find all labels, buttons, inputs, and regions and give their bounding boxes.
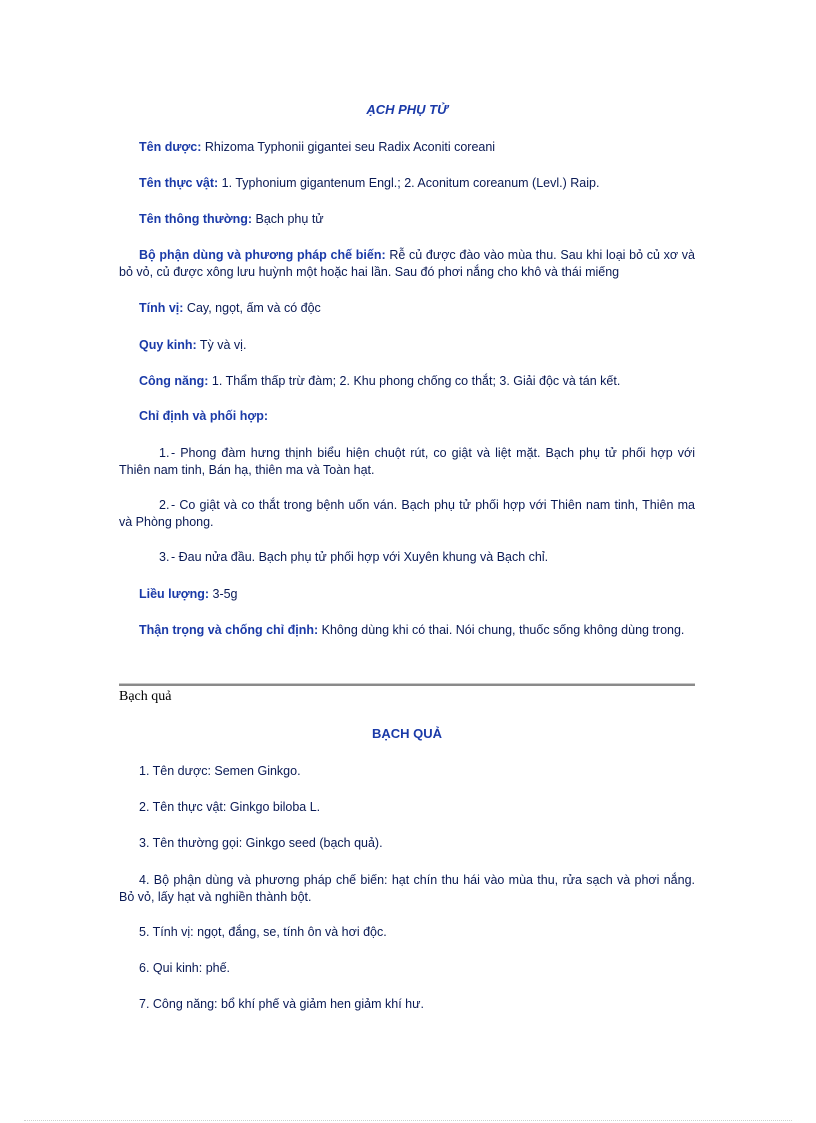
tinh-vi-value: Cay, ngọt, ấm và có độc: [183, 301, 321, 315]
ten-thuc-vat-value: 1. Typhonium gigantenum Engl.; 2. Aconitum coreanum (Levl.) Raip.: [218, 176, 600, 190]
ten-duoc-value: Rhizoma Typhonii gigantei seu Radix Aconiti coreani: [201, 140, 496, 154]
list-item-number: 3.: [159, 550, 170, 564]
list-item: [119, 497, 695, 531]
page-bottom-border: [24, 1120, 792, 1121]
list-item-number: 2.: [159, 498, 170, 512]
list-item: 1. Tên dược: Semen Ginkgo.: [139, 764, 301, 778]
ten-thong-thuong-value: Bạch phụ tử: [252, 212, 324, 226]
tinh-vi-line: [119, 300, 695, 317]
bo-phan-paragraph: [119, 247, 695, 281]
cong-nang-line: [119, 373, 695, 390]
list-item: 7. Công năng: bổ khí phế và giảm hen giảm khí hư.: [139, 997, 424, 1011]
lieu-luong-line: [119, 586, 695, 603]
ten-thuc-vat-line: [119, 175, 695, 192]
list-item: [119, 549, 695, 566]
than-trong-paragraph: [119, 622, 695, 639]
quy-kinh-line: [119, 337, 695, 354]
cong-nang-value: 1. Thẩm thấp trừ đàm; 2. Khu phong chống co thắt; 3. Giải độc và tán kết.: [208, 374, 621, 388]
bo-phan-label: Bộ phận dùng và phương pháp chế biến:: [139, 248, 386, 262]
section-heading: Bạch quả: [119, 689, 172, 704]
tinh-vi-label: Tính vị:: [139, 301, 184, 315]
ten-duoc-label: Tên dược:: [139, 140, 202, 154]
list-item: 6. Qui kinh: phế.: [139, 961, 231, 975]
bo-phan-value: Rễ củ được đào vào mùa thu. Sau khi loại bỏ củ xơ và bỏ vỏ, củ được xông lưu huỳnh một hoặc hai lần. Sau đó phơi nắng cho khô và thái miếng: [119, 248, 695, 279]
list-item: 3. Tên thường gọi: Ginkgo seed (bạch quả).: [139, 836, 383, 850]
than-trong-value: Không dùng khi có thai. Nói chung, thuốc sống không dùng trong.: [318, 623, 685, 637]
horizontal-divider: [119, 683, 695, 686]
list-item-text: - Phong đàm hưng thịnh biểu hiện chuột rút, co giật và liệt mặt. Bạch phụ tử phối hợp với Thiên nam tinh, Bán hạ, thiên ma và Toàn hạt.: [119, 446, 695, 477]
ten-thong-thuong-line: [119, 211, 695, 228]
list-item: 4. Bộ phận dùng và phương pháp chế biến: hạt chín thu hái vào mùa thu, rửa sạch và phơi nắng. Bỏ vỏ, lấy hạt và nghiền thành bột.: [119, 873, 695, 904]
quy-kinh-label: Quy kinh:: [139, 338, 197, 352]
chi-dinh-label: Chỉ định và phối hợp:: [139, 409, 269, 423]
ten-thuc-vat-label: Tên thực vật:: [139, 176, 219, 190]
lieu-luong-label: Liều lượng:: [139, 587, 210, 601]
list-item: 5. Tính vị: ngọt, đắng, se, tính ôn và hơi độc.: [139, 925, 387, 939]
list-item: [119, 445, 695, 479]
chi-dinh-heading: [119, 408, 695, 425]
list-item-text: - Co giật và co thắt trong bệnh uốn ván. Bạch phụ tử phối hợp với Thiên nam tinh, Thiên ma và Phòng phong.: [119, 498, 695, 529]
quy-kinh-value: Tỳ và vị.: [196, 338, 247, 352]
list-item-text: - Đau nửa đầu. Bạch phụ tử phối hợp với Xuyên khung và Bạch chỉ.: [171, 550, 549, 564]
ten-duoc-line: [119, 139, 695, 156]
than-trong-label: Thận trọng và chống chỉ định:: [139, 623, 319, 637]
ten-thong-thuong-label: Tên thông thường:: [139, 212, 253, 226]
cong-nang-label: Công năng:: [139, 374, 209, 388]
section-title: BẠCH QUẢ: [371, 726, 443, 741]
lieu-luong-value: 3-5g: [209, 587, 238, 601]
list-item-number: 1.: [159, 446, 170, 460]
list-item: 2. Tên thực vật: Ginkgo biloba L.: [139, 800, 321, 814]
document-title: ẠCH PHỤ TỬ: [366, 102, 448, 117]
